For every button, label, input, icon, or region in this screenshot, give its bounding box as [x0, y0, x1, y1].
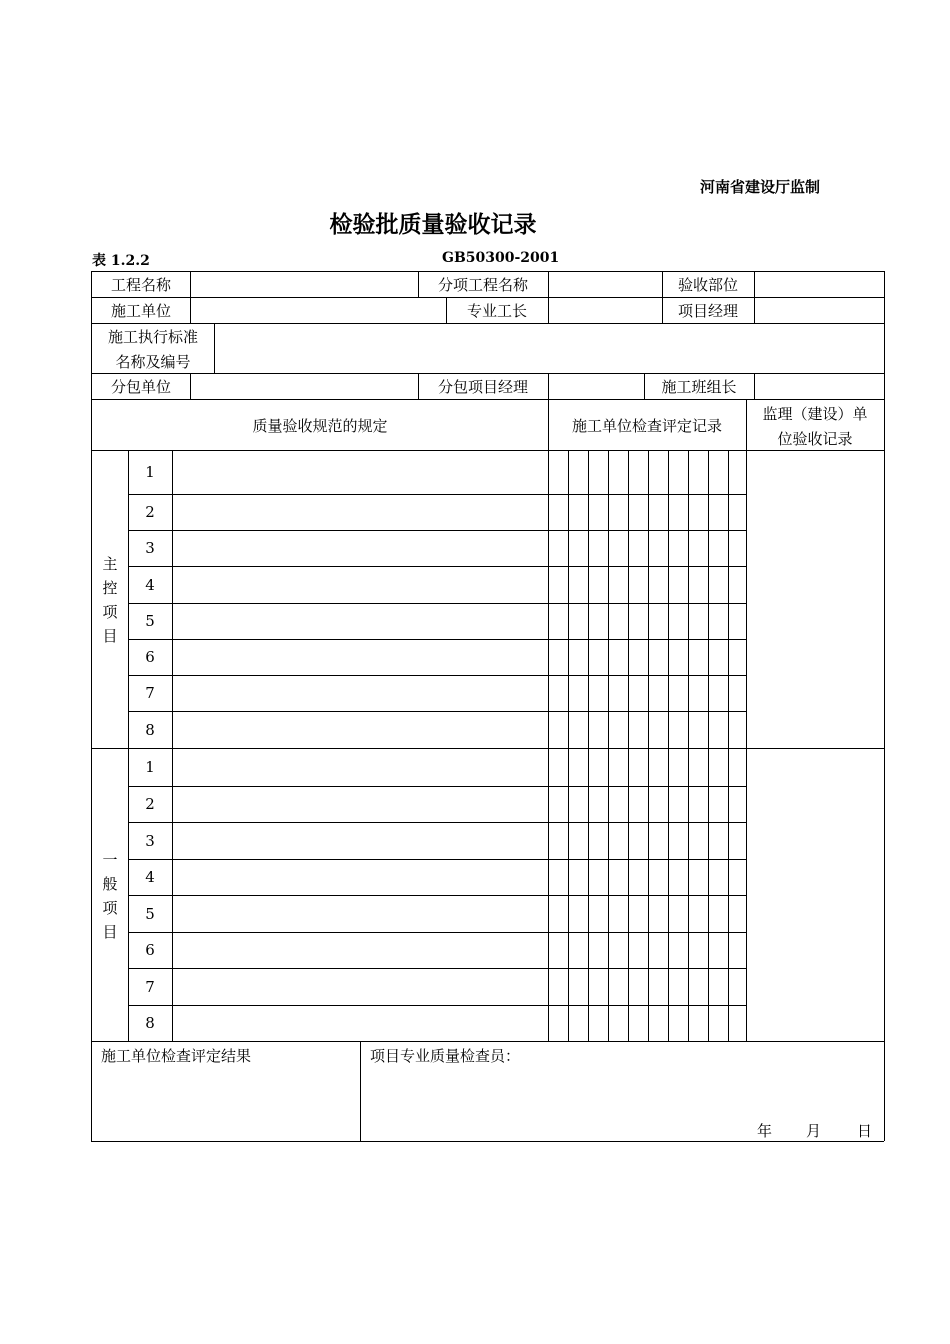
grid-line — [548, 297, 549, 323]
issuer-label: 河南省建设厅监制 — [700, 178, 821, 196]
main-control-item-number: 1 — [145, 463, 155, 481]
subitem-name-label: 分项工程名称 — [437, 276, 528, 294]
check-cell-divider — [688, 450, 689, 1041]
project-name-label: 工程名称 — [110, 276, 171, 294]
grid-line — [91, 450, 884, 451]
sub-project-manager-label: 分包项目经理 — [437, 378, 528, 396]
check-cell-divider — [708, 450, 709, 1041]
check-cell-divider — [746, 450, 747, 1041]
grid-line — [128, 1005, 746, 1006]
grid-line — [360, 1041, 361, 1141]
grid-line — [128, 968, 746, 969]
general-group-char: 项 — [102, 899, 118, 917]
general-group-char: 般 — [102, 875, 118, 893]
main-group-char: 主 — [102, 555, 118, 573]
check-cell-divider — [588, 450, 589, 1041]
main-control-item-number: 4 — [145, 575, 155, 594]
check-record-header: 施工单位检查评定记录 — [571, 417, 722, 435]
grid-line — [128, 530, 746, 531]
general-item-number: 7 — [145, 977, 155, 996]
grid-line — [418, 373, 419, 399]
grid-line — [128, 494, 746, 495]
main-control-item-number: 3 — [145, 539, 155, 557]
standard-label-line2: 名称及编号 — [115, 353, 191, 371]
check-cell-divider — [728, 450, 729, 1041]
grid-line — [128, 895, 746, 896]
grid-line — [128, 859, 746, 860]
grid-line — [91, 373, 884, 374]
table-border — [91, 1141, 884, 1142]
subcontractor-label: 分包单位 — [110, 378, 171, 396]
grid-line — [446, 297, 447, 323]
grid-line — [644, 373, 645, 399]
grid-line — [172, 450, 173, 1041]
main-group-char: 项 — [102, 603, 118, 621]
grid-line — [91, 297, 884, 298]
grid-line — [754, 297, 755, 323]
main-control-item-number: 5 — [145, 612, 155, 630]
grid-line — [128, 675, 746, 676]
grid-line — [91, 748, 884, 749]
form-number: 表 1.2.2 — [92, 253, 150, 269]
check-cell-divider — [608, 450, 609, 1041]
grid-line — [754, 271, 755, 297]
main-control-group-label — [100, 552, 120, 648]
foreman-label: 专业工长 — [466, 302, 527, 320]
project-manager-label: 项目经理 — [677, 302, 738, 320]
main-control-item-number: 8 — [145, 720, 155, 739]
general-item-number: 3 — [145, 831, 155, 850]
grid-line — [754, 373, 755, 399]
general-item-number: 4 — [145, 868, 155, 886]
main-control-item-number: 2 — [145, 503, 155, 521]
grid-line — [190, 297, 191, 323]
acceptance-part-label: 验收部位 — [677, 276, 738, 294]
spec-header: 质量验收规范的规定 — [252, 417, 388, 435]
grid-line — [746, 399, 747, 450]
general-item-number: 8 — [145, 1014, 155, 1032]
supervision-header-line2: 位验收记录 — [777, 430, 853, 448]
table-border — [884, 271, 885, 1141]
grid-line — [214, 323, 215, 373]
grid-line — [548, 399, 549, 450]
general-item-number: 6 — [145, 941, 155, 959]
date-year-label: 年 — [757, 1122, 773, 1140]
table-border — [91, 271, 884, 272]
supervision-header-line1: 监理（建设）单 — [762, 405, 868, 423]
date-month-label: 月 — [806, 1122, 822, 1140]
team-leader-label: 施工班组长 — [661, 378, 737, 396]
main-group-char: 目 — [102, 627, 118, 645]
grid-line — [662, 297, 663, 323]
grid-line — [190, 271, 191, 297]
general-item-number: 1 — [145, 758, 155, 776]
standard-code: GB50300-2001 — [442, 250, 560, 266]
grid-line — [418, 271, 419, 297]
date-day-label: 日 — [857, 1122, 873, 1140]
grid-line — [91, 1041, 884, 1042]
main-control-item-number: 7 — [145, 684, 155, 702]
grid-line — [91, 399, 884, 400]
general-group-label — [100, 848, 120, 944]
general-item-number: 5 — [145, 904, 155, 923]
main-control-item-number: 6 — [145, 648, 155, 666]
page-title: 检验批质量验收记录 — [329, 212, 537, 238]
grid-line — [128, 711, 746, 712]
grid-line — [662, 271, 663, 297]
general-group-char: 目 — [102, 923, 118, 941]
grid-line — [190, 373, 191, 399]
general-group-char: 一 — [102, 851, 118, 869]
grid-line — [548, 373, 549, 399]
grid-line — [128, 822, 746, 823]
grid-line — [91, 323, 884, 324]
grid-line — [128, 639, 746, 640]
general-item-number: 2 — [145, 795, 155, 813]
check-cell-divider — [568, 450, 569, 1041]
result-label: 施工单位检查评定结果 — [101, 1047, 252, 1065]
table-border — [91, 271, 92, 1141]
inspector-label: 项目专业质量检查员： — [370, 1047, 521, 1065]
grid-line — [548, 271, 549, 297]
check-cell-divider — [668, 450, 669, 1041]
check-cell-divider — [628, 450, 629, 1041]
grid-line — [128, 786, 746, 787]
check-cell-divider — [648, 450, 649, 1041]
check-cell-divider — [548, 450, 549, 1041]
grid-line — [128, 932, 746, 933]
grid-line — [128, 566, 746, 567]
main-group-char: 控 — [102, 579, 118, 597]
standard-label-line1: 施工执行标准 — [107, 328, 198, 346]
grid-line — [128, 603, 746, 604]
construction-unit-label: 施工单位 — [110, 302, 171, 320]
